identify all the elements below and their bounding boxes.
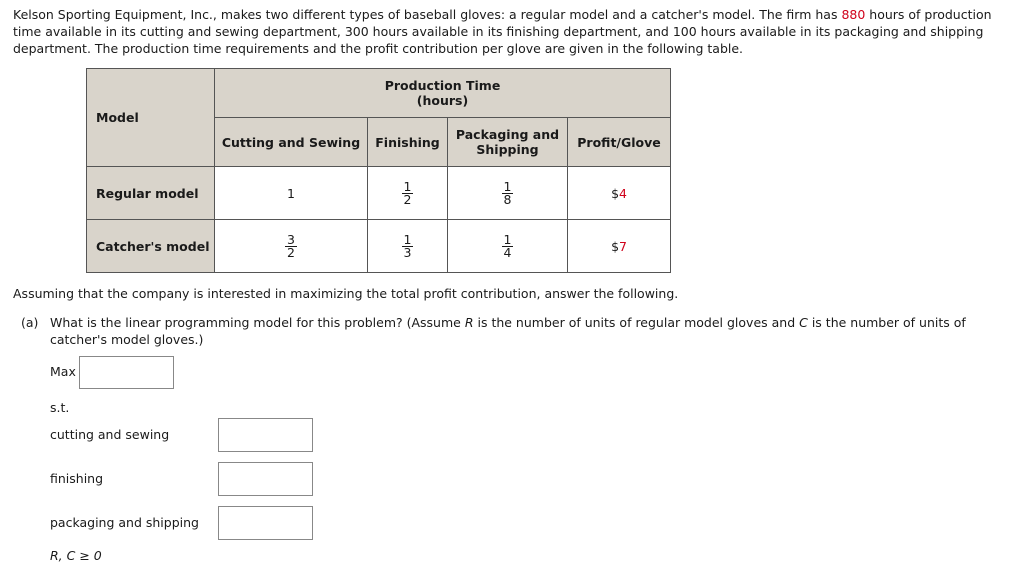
subject-to-label: s.t. [50,400,70,415]
objective-function-input[interactable] [79,356,174,389]
variable-c: C [799,315,808,330]
col-packaging-line2: Shipping [476,142,539,157]
row-catcher-model: Catcher's model [87,220,215,273]
fraction-denominator: 3 [403,244,412,260]
cutting-sewing-label: cutting and sewing [50,427,170,442]
question-a [21,314,1011,348]
regular-finishing-fraction [368,167,448,220]
fraction-numerator: 1 [403,178,412,194]
col-cutting-sewing: Cutting and Sewing [215,118,368,167]
finishing-constraint-input[interactable] [218,462,313,496]
production-time-unit: (hours) [416,93,469,108]
finishing-label: finishing [50,471,104,486]
fraction-numerator: 1 [503,231,512,247]
fraction-numerator: 3 [287,231,295,247]
question-text-part: is the number of units of regular model gloves and [473,315,800,330]
fraction-denominator: 4 [503,244,512,260]
cutting-sewing-constraint-input[interactable] [218,418,313,452]
catcher-packaging-fraction [448,220,568,273]
question-a-text [50,314,1011,348]
intro-text-1: Kelson Sporting Equipment, Inc., makes two different types of baseball gloves: a regular model and a catcher's model. The firm has [13,7,842,22]
variable-r: R [464,315,474,330]
assumption-text: Assuming that the company is interested in maximizing the total profit contribution, answer the following. [13,286,679,301]
production-time-header [215,69,671,118]
question-text-part: What is the linear programming model for this problem? (Assume [50,315,465,330]
packaging-shipping-label: packaging and shipping [50,515,199,530]
question-a-label: (a) [21,315,39,330]
col-packaging-shipping [448,118,568,167]
col-packaging-line1: Packaging and [455,127,560,142]
regular-packaging-fraction [448,167,568,220]
fraction-denominator: 2 [287,244,295,260]
col-profit-per-glove: Profit/Glove [568,118,671,167]
table-row-catcher [87,220,671,273]
fraction-numerator: 1 [503,178,512,194]
regular-cutting-value: 1 [215,167,368,220]
profit-symbol: $ [611,238,620,254]
catcher-profit [568,220,671,273]
fraction-numerator: 1 [403,231,412,247]
question-text-part: is the number of units of catcher's model gloves.) [50,315,966,347]
row-regular-model: Regular model [87,167,215,220]
intro-text-2: hours of production time available in its cutting and sewing department, 300 hours available in its finishing department, and 100 hours available in its packaging and shipping department. The production time requirements and the profit contribution per glove are given in the following table. [13,7,992,56]
profit-symbol: $ [611,185,620,201]
packaging-shipping-constraint-input[interactable] [218,506,313,540]
problem-intro [13,6,1013,57]
production-table [86,68,671,273]
catcher-cutting-fraction [215,220,368,273]
col-finishing: Finishing [368,118,448,167]
catcher-finishing-fraction [368,220,448,273]
nonnegativity-constraint: R, C ≥ 0 [50,548,102,563]
max-label: Max [50,364,76,379]
regular-profit [568,167,671,220]
fraction-denominator: 8 [503,191,512,207]
profit-value: 4 [619,185,627,201]
intro-hours-value: 880 [841,7,866,22]
model-header: Model [87,69,215,167]
production-time-title: Production Time [384,78,501,93]
fraction-denominator: 2 [403,191,412,207]
profit-value: 7 [619,238,627,254]
table-row-regular [87,167,671,220]
